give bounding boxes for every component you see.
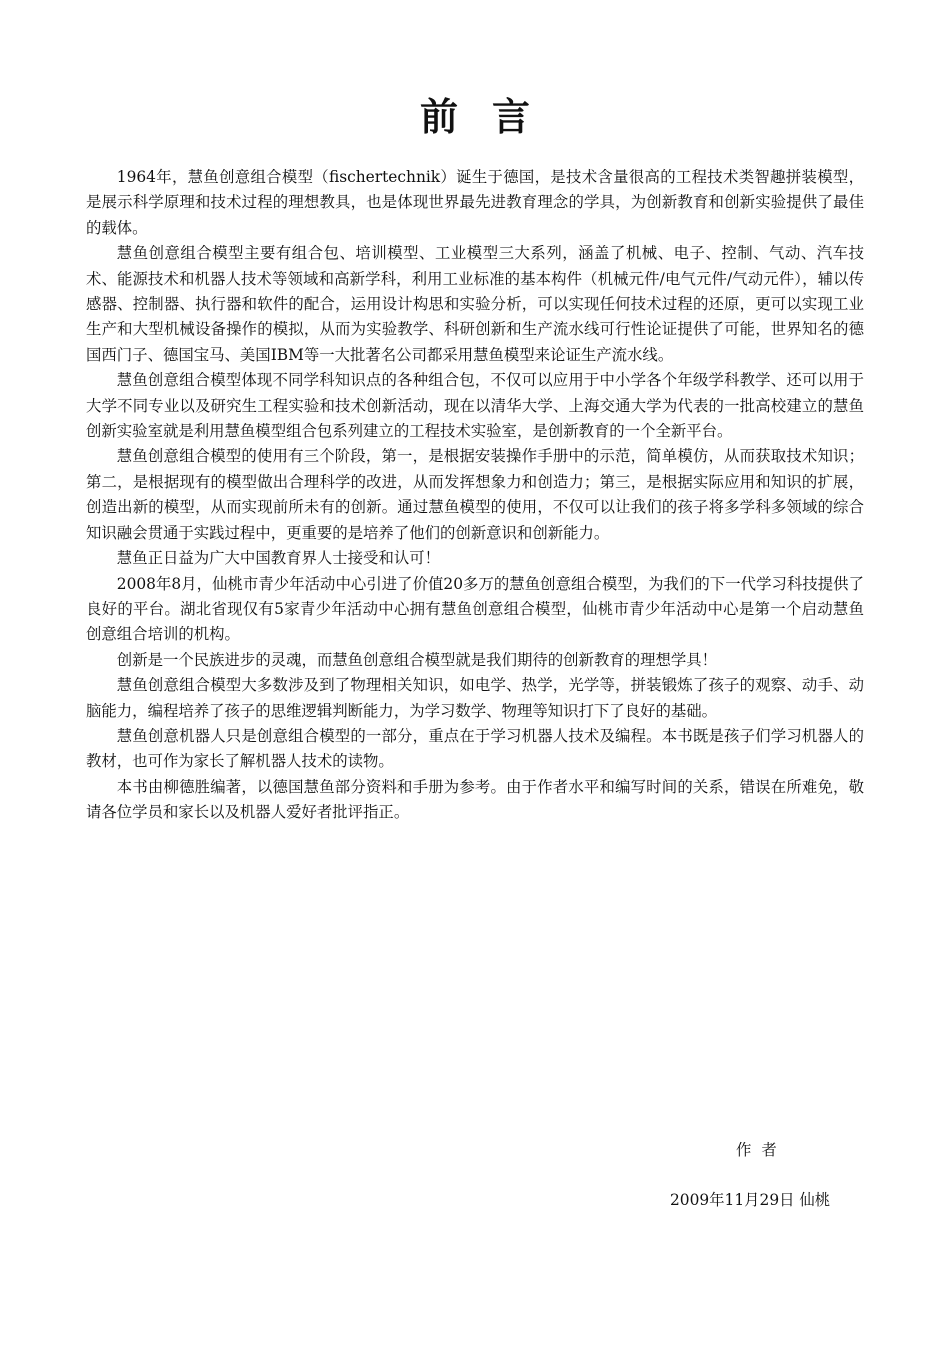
preface-body (86, 165, 864, 826)
paragraph-10: 本书由柳德胜编著，以德国慧鱼部分资料和手册为参考。由于作者水平和编写时间的关系，错误在所难免，敬请各位学员和家长以及机器人爱好者批评指正。 (86, 777, 864, 822)
paragraph-6: 2008年8月，仙桃市青少年活动中心引进了价值20多万的慧鱼创意组合模型，为我们的下一代学习科技提供了良好的平台。湖北省现仅有5家青少年活动中心拥有慧鱼创意组合模型，仙桃市青少年活动中心是第一个启动慧鱼创意组合培训的机构。 (86, 574, 864, 644)
paragraph-9: 慧鱼创意机器人只是创意组合模型的一部分，重点在于学习机器人技术及编程。本书既是孩子们学习机器人的教材，也可作为家长了解机器人技术的读物。 (86, 726, 864, 771)
paragraph-5: 慧鱼正日益为广大中国教育界人士接受和认可！ (116, 549, 441, 568)
paragraph-7: 创新是一个民族进步的灵魂，而慧鱼创意组合模型就是我们期待的创新教育的理想学具！ (116, 650, 718, 669)
page-title: 前言 (419, 94, 564, 139)
paragraph-1: 1964年，慧鱼创意组合模型（fischertechnik）诞生于德国，是技术含量很高的工程技术类智趣拼装模型，是展示科学原理和技术过程的理想教具，也是体现世界最先进教育理念的学具，为创新教育和创新实验提供了最佳的载体。 (86, 168, 864, 237)
paragraph-3: 慧鱼创意组合模型体现不同学科知识点的各种组合包，不仅可以应用于中小学各个年级学科教学、还可以用于大学不同专业以及研究生工程实验和技术创新活动，现在以清华大学、上海交通大学为代表的一批高校建立的慧鱼创新实验室就是利用慧鱼模型组合包系列建立的工程技术实验室，是创新教育的一个全新平台。 (86, 371, 864, 441)
paragraph-4: 慧鱼创意组合模型的使用有三个阶段，第一，是根据安装操作手册中的示范，简单模仿，从而获取技术知识；第二，是根据现有的模型做出合理科学的改进，从而发挥想象力和创造力；第三，是根据实际应用和知识的扩展，创造出新的模型，从而实现前所未有的创新。通过慧鱼模型的使用，不仅可以让我们的孩子将多学科多领域的综合知识融会贯通于实践过程中，更重要的是培养了他们的创新意识和创新能力。 (86, 447, 864, 542)
paragraph-8: 慧鱼创意组合模型大多数涉及到了物理相关知识，如电学、热学，光学等，拼装锻炼了孩子的观察、动手、动脑能力，编程培养了孩子的思维逻辑判断能力，为学习数学、物理等知识打下了良好的基础。 (86, 676, 864, 720)
signature-date: 2009年11月29日 仙桃 (670, 1191, 831, 1209)
signature-author: 作者 (736, 1141, 787, 1159)
paragraph-2: 慧鱼创意组合模型主要有组合包、培训模型、工业模型三大系列，涵盖了机械、电子、控制、气动、汽车技术、能源技术和机器人技术等领域和高新学科，利用工业标准的基本构件（机械元件/电气元件/气动元件），辅以传感器、控制器、执行器和软件的配合，运用设计构思和实验分析，可以实现任何技术过程的还原，更可以实现工业生产和大型机械设备操作的模拟，从而为实验教学、科研创新和生产流水线可行性论证提供了可能，世界知名的德国西门子、德国宝马、美国IBM等一大批著名公司都采用慧鱼模型来论证生产流水线。 (86, 244, 864, 364)
